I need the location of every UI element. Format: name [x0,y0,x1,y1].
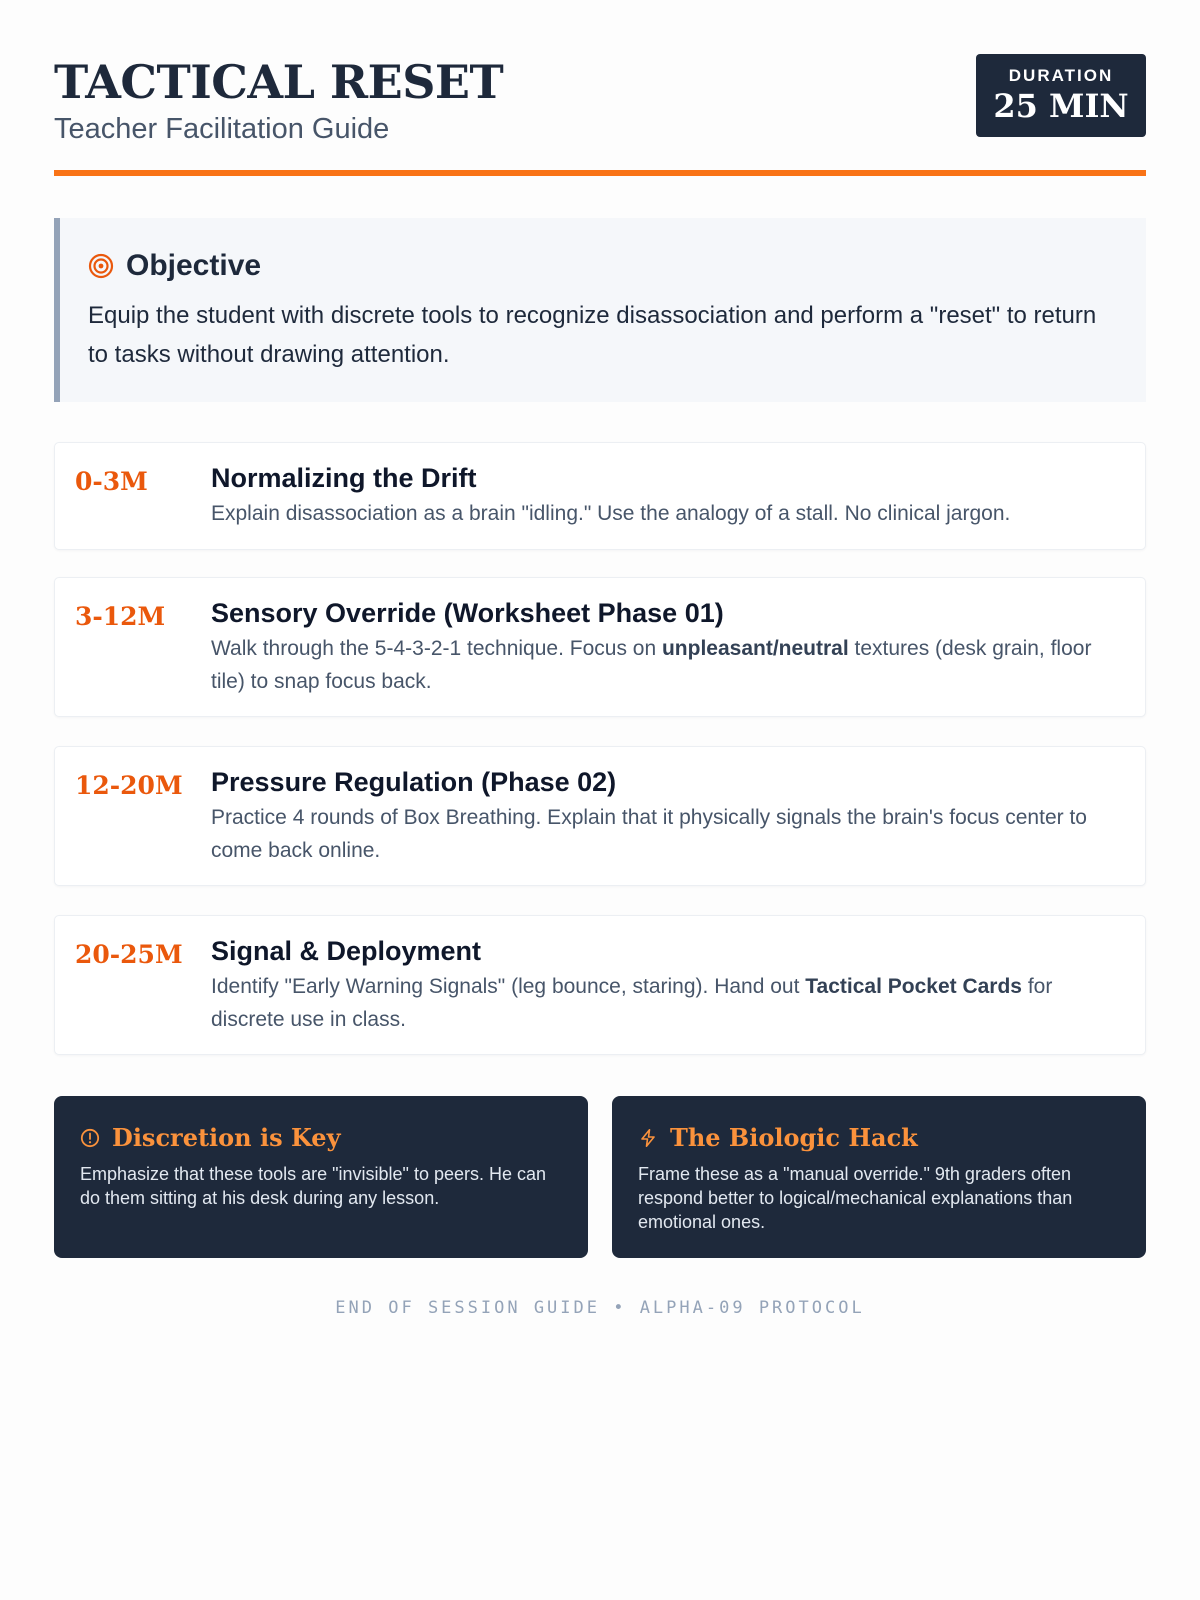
objective-title: Objective [126,249,262,282]
timeline-item [54,577,1146,717]
header-divider [54,170,1146,176]
timeline-time: 12-20M [75,771,183,800]
timeline-title: Normalizing the Drift [211,463,477,493]
timeline-title: Pressure Regulation (Phase 02) [211,767,617,797]
timeline-text-part: textures (desk grain, floor tile) to snap focus back. [211,637,1092,693]
title-block [54,54,503,146]
timeline-item [54,746,1146,886]
card-header [80,1122,562,1154]
objective-header [88,248,1118,284]
card-text: Frame these as a "manual override." 9th graders often respond better to logical/mechanical explanations than emotional ones. [638,1164,1073,1232]
timeline-text-part: for discrete use in class. [211,975,1053,1031]
target-icon [88,253,114,279]
card-header [638,1122,1120,1154]
lightning-icon [638,1128,658,1148]
page-subtitle: Teacher Facilitation Guide [54,113,390,145]
card-title: The Biologic Hack [670,1123,918,1152]
duration-badge [976,54,1146,137]
timeline-time: 20-25M [75,940,183,969]
duration-label: DURATION [1008,66,1114,85]
timeline-text-emphasis: Tactical Pocket Cards [805,975,1022,998]
timeline-item [54,442,1146,550]
timeline-text [211,497,1010,530]
timeline-time: 0-3M [75,467,148,496]
timeline-text-part: Practice 4 rounds of Box Breathing. Explain that it physically signals the brain's focus center to come back online. [211,806,1087,862]
page-title: TACTICAL RESET [54,55,504,109]
timeline-time: 3-12M [75,602,166,631]
timeline-body [211,916,1145,1054]
card-title: Discretion is Key [112,1123,341,1152]
objective-text: Equip the student with discrete tools to recognize disassociation and perform a "reset" to return to tasks without drawing attention. [88,302,1097,368]
timeline-body [211,747,1145,885]
timeline-text [211,801,1115,867]
footer-note: END OF SESSION GUIDE • ALPHA-09 PROTOCOL [335,1298,865,1318]
timeline-text [211,970,1115,1036]
timeline-body [211,578,1145,716]
timeline-text-emphasis: unpleasant/neutral [661,637,849,660]
timeline-item [54,915,1146,1055]
objective-panel [54,218,1146,402]
timeline-title: Signal & Deployment [211,936,482,966]
timeline-title: Sensory Override (Worksheet Phase 01) [211,598,724,628]
timeline-text [211,632,1115,698]
timeline-text-part: Explain disassociation as a brain "idling." Use the analogy of a stall. No clinical jargon. [211,502,1011,525]
timeline-text-part: Walk through the 5-4-3-2-1 technique. Focus on [211,637,662,660]
card-text: Emphasize that these tools are "invisible" to peers. He can do them sitting at his desk during any lesson. [80,1164,547,1208]
header [54,54,1146,176]
tip-card-discretion [54,1096,588,1258]
timeline-body [211,443,1040,549]
timeline-text-part: Identify "Early Warning Signals" (leg bounce, staring). Hand out [211,975,806,998]
alert-circle-icon [80,1128,100,1148]
tip-card-biologic-hack [612,1096,1146,1258]
duration-value: 25 MIN [993,87,1129,125]
